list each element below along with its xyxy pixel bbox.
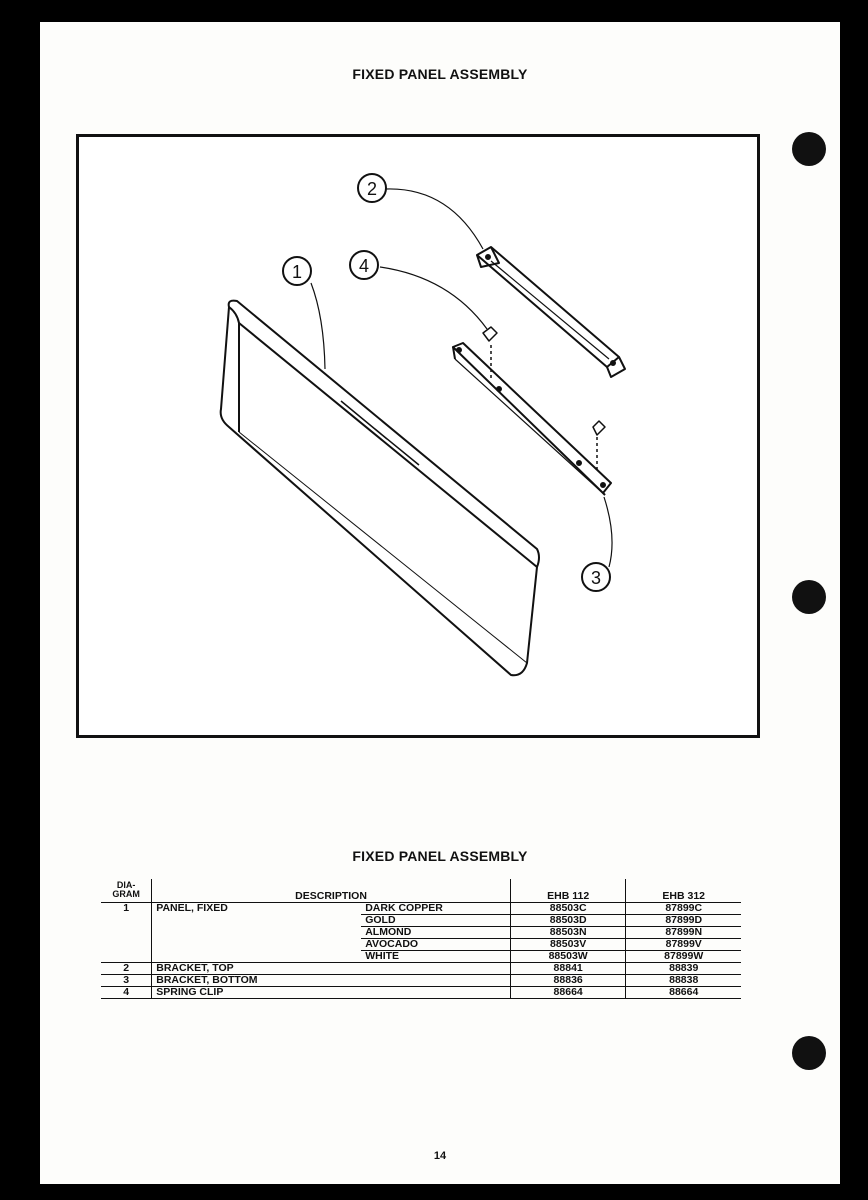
manual-page bbox=[40, 22, 840, 1184]
header-description: DESCRIPTION bbox=[152, 879, 511, 903]
table-row: 4 SPRING CLIP 88664 88664 bbox=[101, 987, 741, 999]
callout-4: 4 bbox=[358, 256, 370, 276]
exploded-view-diagram bbox=[79, 137, 757, 735]
header-model-b: EHB 312 bbox=[626, 879, 741, 903]
table-row: GOLD 88503D 87899D bbox=[101, 915, 741, 927]
bottom-bracket-part bbox=[453, 343, 611, 495]
table-header-row bbox=[101, 879, 741, 903]
page-number: 14 bbox=[433, 1150, 447, 1162]
table-row: AVOCADO 88503V 87899V bbox=[101, 939, 741, 951]
table-title: FIXED PANEL ASSEMBLY bbox=[352, 848, 528, 864]
header-diagram: DIA- GRAM bbox=[101, 879, 152, 903]
table-row: 3 BRACKET, BOTTOM 88836 88838 bbox=[101, 975, 741, 987]
table-row: ALMOND 88503N 87899N bbox=[101, 927, 741, 939]
callout-3: 3 bbox=[590, 568, 602, 588]
callout-2: 2 bbox=[366, 179, 378, 199]
binder-hole bbox=[792, 1036, 826, 1070]
page-title: FIXED PANEL ASSEMBLY bbox=[352, 66, 528, 82]
top-bracket-part bbox=[477, 247, 625, 377]
parts-table bbox=[101, 879, 741, 999]
binder-hole bbox=[792, 580, 826, 614]
callout-1: 1 bbox=[291, 262, 303, 282]
table-row: 2 BRACKET, TOP 88841 88839 bbox=[101, 963, 741, 975]
header-model-a: EHB 112 bbox=[510, 879, 626, 903]
table-row: 1 PANEL, FIXED DARK COPPER 88503C 87899C bbox=[101, 903, 741, 915]
table-row: WHITE 88503W 87899W bbox=[101, 951, 741, 963]
fixed-panel-part bbox=[221, 301, 539, 676]
diagram-frame bbox=[76, 134, 760, 738]
binder-hole bbox=[792, 132, 826, 166]
